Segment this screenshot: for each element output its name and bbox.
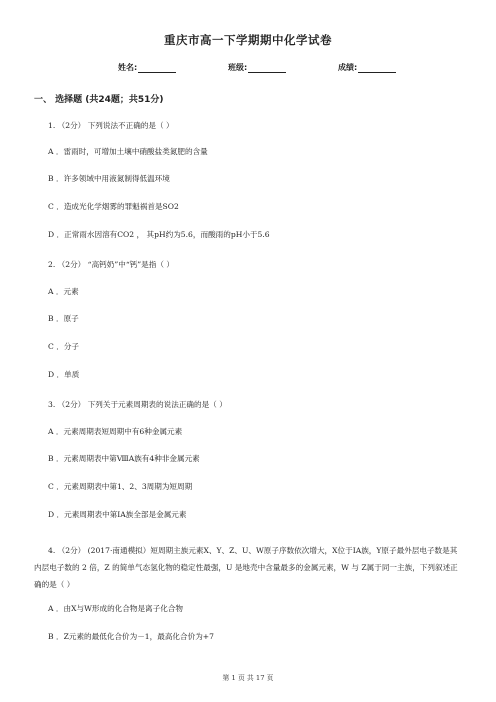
score-label: 成绩: bbox=[338, 63, 358, 72]
question-4-option-b[interactable]: B ．Z元素的最低化合价为－1，最高化合价为+7 bbox=[48, 632, 214, 641]
question-3-stem: 3. （2分） 下列关于元素周期表的说法正确的是（ ） bbox=[48, 400, 227, 409]
page-number: 第 1 页 共 17 页 bbox=[222, 674, 274, 682]
question-3-option-d[interactable]: D ．元素周期表中第ⅠA族全部是金属元素 bbox=[48, 510, 187, 519]
class-field[interactable] bbox=[228, 62, 286, 73]
question-1-option-c[interactable]: C ．造成光化学烟雾的罪魁祸首是SO2 bbox=[48, 202, 179, 211]
question-1-option-b[interactable]: B ．许多领域中用液氮制得低温环境 bbox=[48, 174, 170, 183]
question-4-option-a[interactable]: A ．由X与W形成的化合物是离子化合物 bbox=[48, 604, 184, 613]
question-2-stem: 2. （2分） “高钙奶”中“钙”是指（ ） bbox=[48, 260, 174, 269]
question-2-option-b[interactable]: B ．原子 bbox=[48, 314, 79, 323]
student-info-row bbox=[0, 62, 496, 76]
question-3-option-a[interactable]: A ．元素周期表短周期中有6种金属元素 bbox=[48, 427, 183, 436]
class-blank[interactable] bbox=[248, 63, 286, 73]
question-3-option-b[interactable]: B ．元素周期表中第ⅧA族有4种非金属元素 bbox=[48, 454, 200, 463]
name-label: 姓名: bbox=[118, 63, 138, 72]
question-2-option-d[interactable]: D ．单质 bbox=[48, 370, 80, 379]
section-heading: 一、 选择题 (共24题；共51分) bbox=[34, 95, 164, 105]
question-1-option-a[interactable]: A ．雷雨时，可增加土壤中硝酸盐类氮肥的含量 bbox=[48, 147, 208, 156]
question-2-option-c[interactable]: C ．分子 bbox=[48, 342, 80, 351]
score-blank[interactable] bbox=[358, 63, 396, 73]
question-1-stem: 1. （2分） 下列说法不正确的是（ ） bbox=[48, 121, 174, 130]
name-blank[interactable] bbox=[138, 63, 176, 73]
question-1-option-d[interactable]: D ．正常雨水因溶有CO2 ， 其pH约为5.6，而酸雨的pH小于5.6 bbox=[48, 230, 270, 239]
class-label: 班级: bbox=[228, 63, 248, 72]
page-title: 重庆市高一下学期期中化学试卷 bbox=[164, 33, 332, 47]
question-3-option-c[interactable]: C ．元素周期表中第1、2、3周期为短周期 bbox=[48, 482, 193, 491]
name-field[interactable] bbox=[118, 62, 176, 73]
score-field[interactable] bbox=[338, 62, 396, 73]
question-4-stem: 4. （2分） (2017·南通模拟）短周期主族元素X、Y、Z、U、W原子序数依次增大，X位于ⅠA族，Y原子最外层电子数是其内层电子数的 2 倍，Z 的简单气态氢化物的稳定性最强，U 是地壳中含量最多的金属元素，W 与 Z属于同一主族，下列叙述正确的是（ ） bbox=[34, 546, 458, 589]
question-2-option-a[interactable]: A ．元素 bbox=[48, 287, 79, 296]
